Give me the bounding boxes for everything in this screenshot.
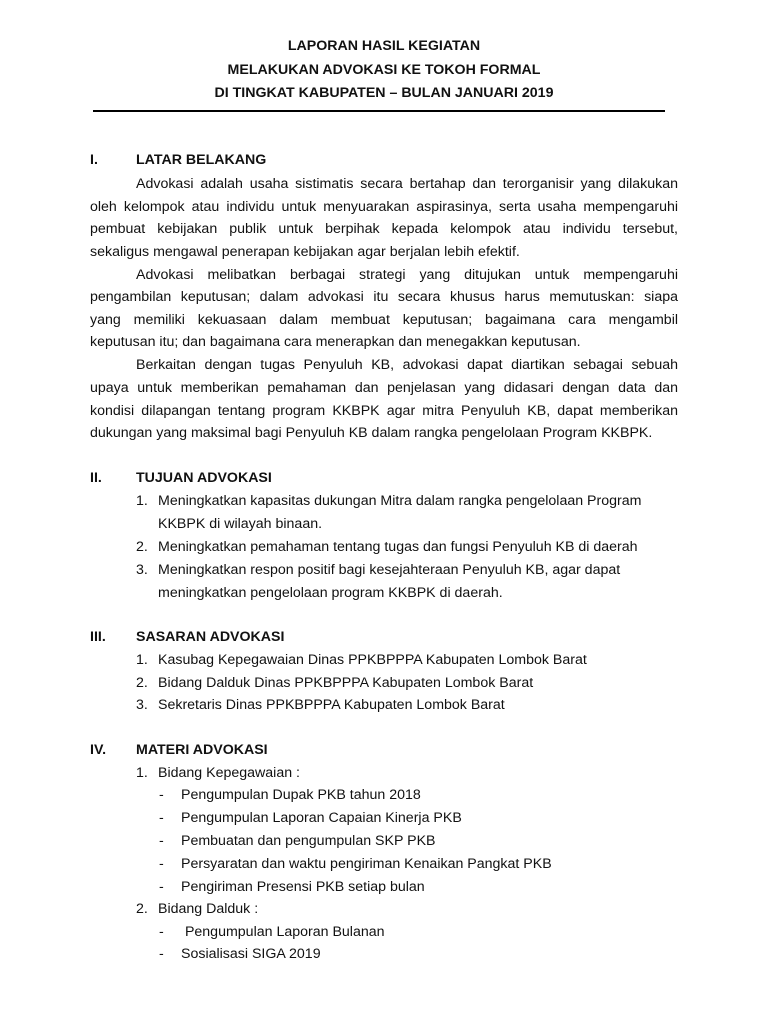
sub-item: Pengiriman Presensi PKB setiap bulan	[181, 879, 425, 895]
paragraph-line: dukungan yang maksimal bagi Penyuluh KB dalam rangka pengelolaan Program KKBPK.	[90, 425, 653, 441]
header-divider	[93, 110, 665, 112]
section-4-numeral: IV.	[90, 742, 107, 758]
sub-item: Persyaratan dan waktu pengiriman Kenaikan Pangkat PKB	[181, 856, 552, 872]
list-number: 1.	[136, 493, 148, 509]
list-item: Meningkatkan respon positif bagi kesejahteraan Penyuluh KB, agar dapat	[158, 562, 621, 578]
list-item: Meningkatkan pemahaman tentang tugas dan fungsi Penyuluh KB di daerah	[158, 539, 638, 555]
section-1-heading: LATAR BELAKANG	[136, 152, 267, 168]
paragraph-line: oleh kelompok atau individu untuk menyuarakan aspirasinya, serta usaha mempengaruhi	[90, 199, 678, 215]
list-number: 1.	[136, 652, 148, 668]
paragraph-line: pengambilan keputusan; dalam advokasi itu secara khusus harus memutuskan: siapa	[90, 289, 678, 305]
dash-bullet: -	[159, 946, 164, 962]
paragraph-line: sekaligus mengawal penerapan kebijakan agar berjalan lebih efektif.	[90, 244, 520, 260]
paragraph-line: upaya untuk memberikan pemahaman dan penjelasan yang didasari dengan data dan	[90, 380, 678, 396]
list-item: Sekretaris Dinas PPKBPPPA Kabupaten Lombok Barat	[158, 697, 505, 713]
sub-item: Pengumpulan Laporan Bulanan	[181, 924, 385, 940]
sub-item: Pengumpulan Dupak PKB tahun 2018	[181, 787, 421, 803]
sub-item: Sosialisasi SIGA 2019	[181, 946, 321, 962]
sub-item: Pengumpulan Laporan Capaian Kinerja PKB	[181, 810, 462, 826]
list-number: 2.	[136, 675, 148, 691]
section-3-heading: SASARAN ADVOKASI	[136, 629, 285, 645]
list-item-continuation: KKBPK di wilayah binaan.	[158, 516, 323, 532]
list-number: 3.	[136, 697, 148, 713]
list-number: 2.	[136, 901, 148, 917]
list-item-continuation: meningkatkan pengelolaan program KKBPK di daerah.	[158, 585, 503, 601]
paragraph-line: pembuat kebijakan publik untuk berpihak kepada kelompok atau individu tersebut,	[90, 221, 678, 237]
paragraph-line: Advokasi adalah usaha sistimatis secara bertahap dan terorganisir yang dilakukan	[136, 176, 678, 192]
paragraph-line: Berkaitan dengan tugas Penyuluh KB, advokasi dapat diartikan sebagai sebuah	[136, 357, 678, 373]
dash-bullet: -	[159, 924, 164, 940]
dash-bullet: -	[159, 879, 164, 895]
list-item: Kasubag Kepegawaian Dinas PPKBPPPA Kabupaten Lombok Barat	[158, 652, 587, 668]
group-label: Bidang Dalduk :	[158, 901, 259, 917]
sub-item: Pembuatan dan pengumpulan SKP PKB	[181, 833, 436, 849]
dash-bullet: -	[159, 787, 164, 803]
list-item: Bidang Dalduk Dinas PPKBPPPA Kabupaten Lombok Barat	[158, 675, 534, 691]
dash-bullet: -	[159, 856, 164, 872]
paragraph-line: Advokasi melibatkan berbagai strategi yang ditujukan untuk mempengaruhi	[136, 267, 678, 283]
report-subtitle: MELAKUKAN ADVOKASI KE TOKOH FORMAL	[227, 62, 541, 78]
section-3-numeral: III.	[90, 629, 106, 645]
list-number: 1.	[136, 765, 148, 781]
group-label: Bidang Kepegawaian :	[158, 765, 300, 781]
section-1-numeral: I.	[90, 152, 98, 168]
paragraph-line: keputusan itu; dan bagaimana cara menerapkan dan menegakkan keputusan.	[90, 334, 581, 350]
section-2-heading: TUJUAN ADVOKASI	[136, 470, 272, 486]
paragraph-line: yang memiliki kekuasaan dalam membuat keputusan; bagaimana cara mengambil	[90, 312, 678, 328]
list-number: 2.	[136, 539, 148, 555]
section-4-heading: MATERI ADVOKASI	[136, 742, 268, 758]
paragraph-line: kondisi dilapangan tentang program KKBPK agar mitra Penyuluh KB, dapat memberikan	[90, 403, 678, 419]
report-period: DI TINGKAT KABUPATEN – BULAN JANUARI 2019	[214, 85, 554, 101]
section-2-numeral: II.	[90, 470, 102, 486]
dash-bullet: -	[159, 810, 164, 826]
list-item: Meningkatkan kapasitas dukungan Mitra dalam rangka pengelolaan Program	[158, 493, 642, 509]
report-title: LAPORAN HASIL KEGIATAN	[287, 38, 481, 54]
dash-bullet: -	[159, 833, 164, 849]
list-number: 3.	[136, 562, 148, 578]
